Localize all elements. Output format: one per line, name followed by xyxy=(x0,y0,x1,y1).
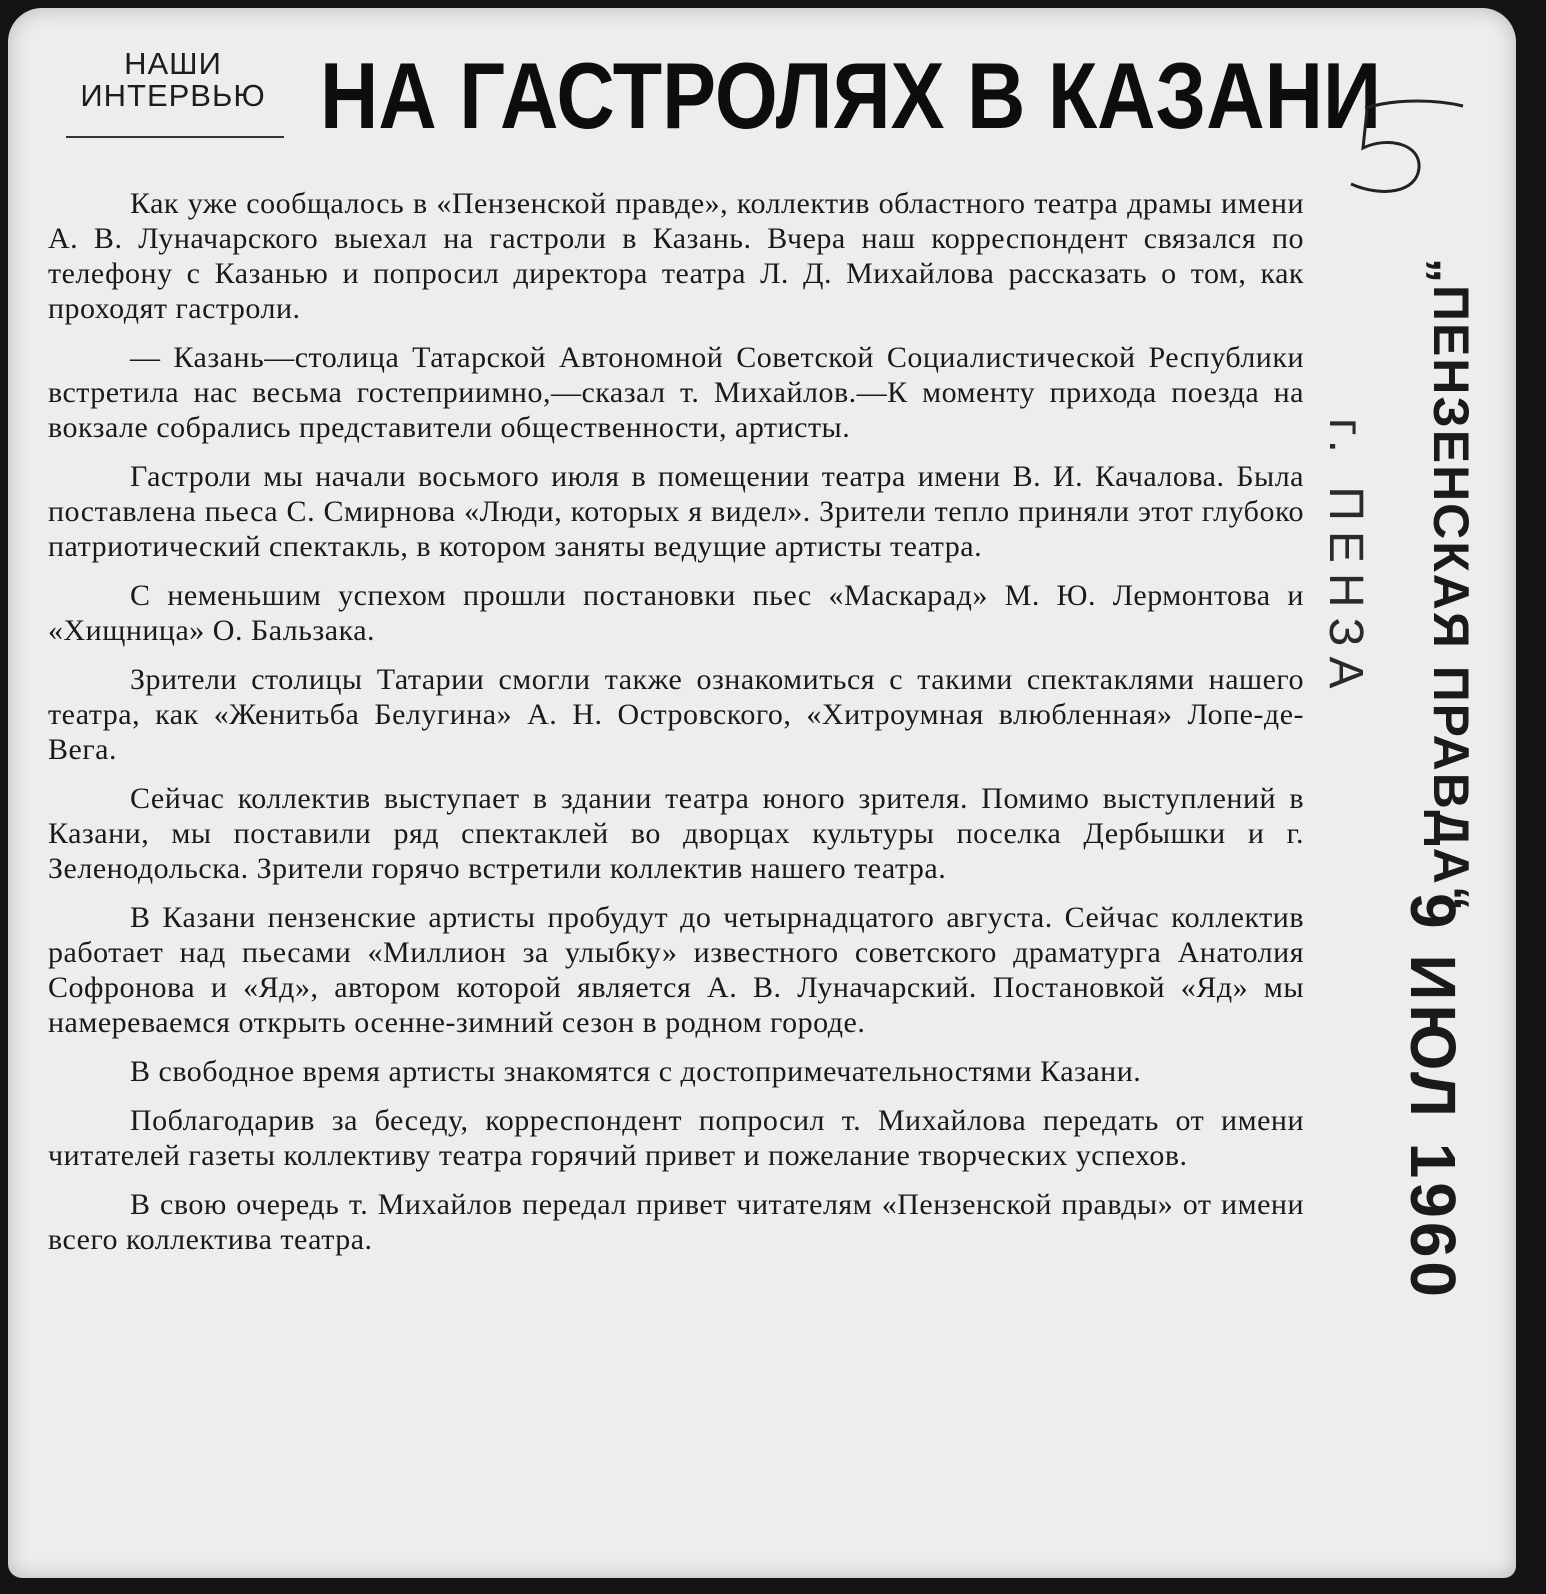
rubric-underline xyxy=(66,136,284,138)
newspaper-clipping xyxy=(8,8,1516,1578)
rubric-label xyxy=(58,48,288,112)
newspaper-name-stamp: „ПЕНЗЕНСКАЯ ПРАВДА“ xyxy=(1423,258,1479,913)
article-body xyxy=(48,186,1304,1271)
article-paragraph: Поблагодарив за беседу, корреспондент попросил т. Михайлова передать от имени читателей газеты коллективу театра горячий привет и пожелание творческих успехов. xyxy=(48,1104,1304,1172)
article-paragraph: Сейчас коллектив выступает в здании театра юного зрителя. Помимо выступлений в Казани, мы поставили ряд спектаклей во дворцах культуры поселка Дербышки и г. Зеленодольска. Зрители горячо встретили коллектив нашего театра. xyxy=(48,782,1304,885)
article-paragraph: С неменьшим успехом прошли постановки пьес «Маскарад» М. Ю. Лермонтова и «Хищница» О. Бальзака. xyxy=(48,579,1304,647)
rubric-line-1: НАШИ xyxy=(124,46,222,81)
article-paragraph: В свою очередь т. Михайлов передал привет читателям «Пензенской правды» от имени всего коллектива театра. xyxy=(48,1188,1304,1256)
handwritten-number-mark xyxy=(1343,96,1473,206)
article-paragraph: Гастроли мы начали восьмого июля в помещении театра имени В. И. Качалова. Была поставлена пьеса С. Смирнова «Люди, которых я видел». Зрители тепло приняли этот глубоко патриотический спектакль, в котором заняты ведущие артисты театра. xyxy=(48,460,1304,563)
article-paragraph: Зрители столицы Татарии смогли также ознакомиться с такими спектаклями нашего театра, как «Женитьба Белугина» А. Н. Островского, «Хитроумная влюбленная» Лопе-де-Вега. xyxy=(48,663,1304,766)
article-paragraph: Как уже сообщалось в «Пензенской правде», коллектив областного театра драмы имени А. В. Луначарского выехал на гастроли в Казань. Вчера наш корреспондент связался по телефону с Казанью и попросил директора театра Л. Д. Михайлова рассказать о том, как проходят гастроли. xyxy=(48,187,1304,325)
rubric-line-2: ИНТЕРВЬЮ xyxy=(80,78,266,113)
article-paragraph: В Казани пензенские артисты пробудут до четырнадцатого августа. Сейчас коллектив работает над пьесами «Миллион за улыбку» известного советского драматурга Анатолия Софронова и «Яд», автором которой является А. В. Луначарский. Постановкой «Яд» мы намереваемся открыть осенне-зимний сезон в родном городе. xyxy=(48,901,1304,1039)
city-stamp: г. ПЕНЗА xyxy=(1319,418,1372,699)
date-stamp: 9 ИЮЛ 1960 xyxy=(1397,893,1469,1301)
article-headline: НА ГАСТРОЛЯХ В КАЗАНИ xyxy=(320,43,1382,148)
article-paragraph: В свободное время артисты знакомятся с достопримечательностями Казани. xyxy=(130,1055,1142,1088)
article-paragraph: — Казань—столица Татарской Автономной Советской Социалистической Республики встретила нас весьма гостеприимно,—сказал т. Михайлов.—К моменту прихода поезда на вокзале собрались представители общественности, артисты. xyxy=(48,341,1304,444)
